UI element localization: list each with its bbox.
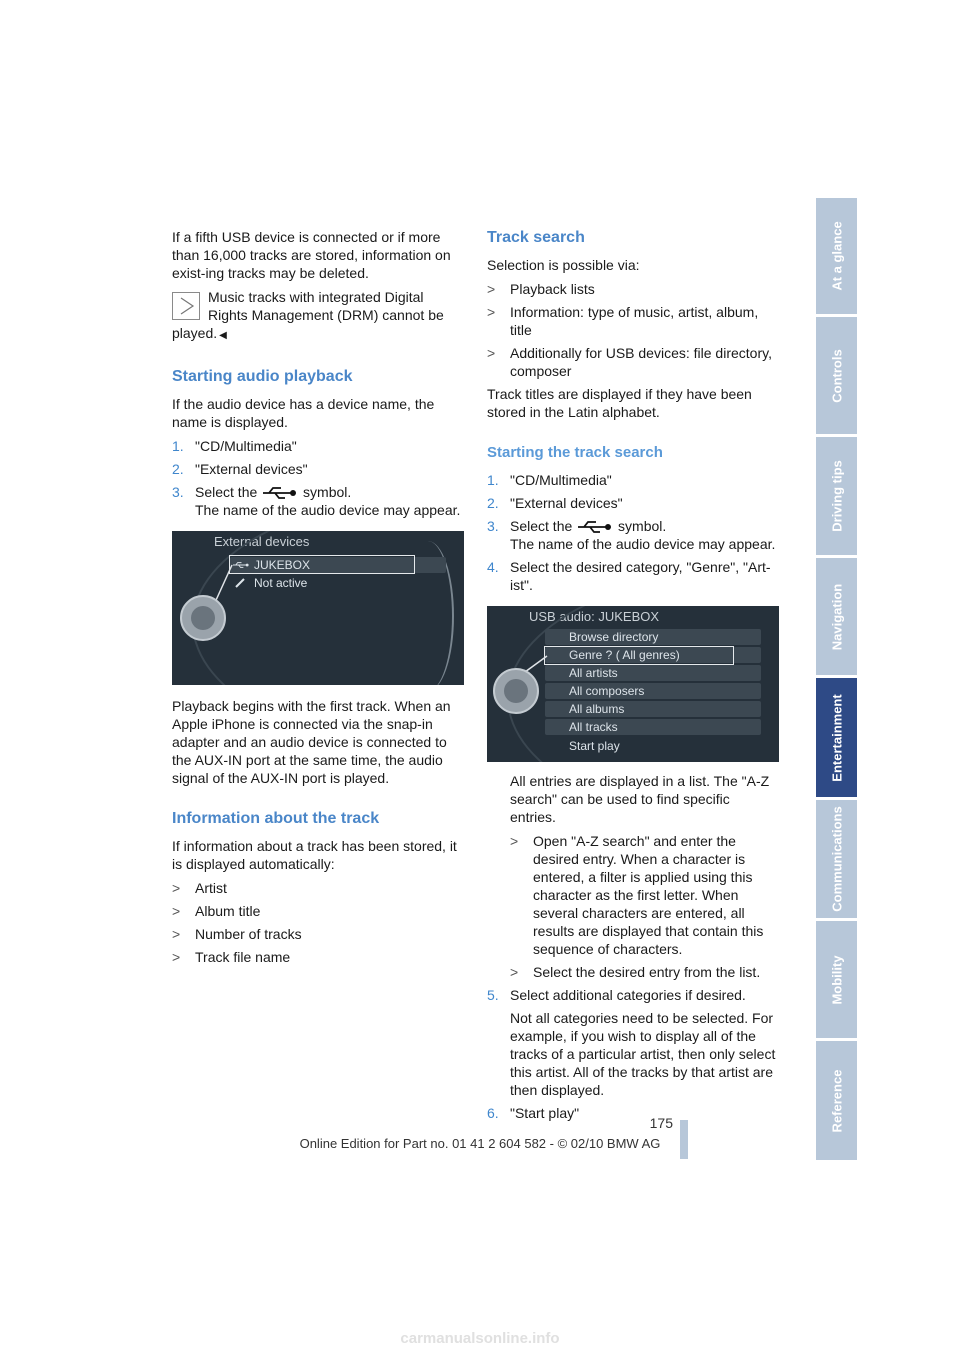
step-item: 5. Select additional categories if desired. Not all categories need to be selected. For example, if you wish to display all of the tracks of a particular artist, then only select this artist. All of the tracks by that artist are then displayed.: [487, 986, 779, 1099]
step-item: 2. "External devices": [487, 495, 623, 511]
playback-paragraph: Playback begins with the first track. When an Apple iPhone is connected via the snap-in adapter and an audio device is connected to the AUX-IN port at the same time, the audio signal of the AUX-IN port is played.: [172, 698, 451, 786]
search-steps-cont: [487, 986, 779, 1122]
screen-item: All tracks: [545, 719, 761, 735]
screen-item: Start play: [569, 739, 620, 753]
screen-item: All composers: [545, 683, 761, 699]
intro-paragraph: If a fifth USB device is connected or if more than 16,000 tracks are stored, information on exist-ing tracks may be deleted.: [172, 229, 451, 281]
az-list: [510, 832, 779, 981]
list-item: > Track file name: [172, 948, 464, 966]
end-mark: ◀: [219, 330, 227, 341]
list-item: > Additionally for USB devices: file directory, composer: [487, 344, 779, 380]
step-item: 2. "External devices": [172, 461, 308, 477]
section-tabs: [816, 198, 857, 1160]
list-item: > Artist: [172, 879, 464, 897]
tab-controls[interactable]: Controls: [816, 317, 857, 434]
screen-item: Browse directory: [545, 629, 761, 645]
selection-paragraph: Selection is possible via:: [487, 257, 640, 273]
via-list: [487, 280, 779, 380]
list-item: > Playback lists: [487, 280, 779, 298]
device-name-paragraph: If the audio device has a device name, the name is displayed.: [172, 396, 435, 430]
left-column: [172, 228, 464, 971]
info-paragraph: If information about a track has been stored, it is displayed automatically:: [172, 838, 457, 872]
step-item: 3. Select the symbol. The name of the audio device may appear.: [487, 518, 776, 552]
drm-note: [172, 288, 464, 345]
list-item: > Album title: [172, 902, 464, 920]
footer-text: Online Edition for Part no. 01 41 2 604 582 - © 02/10 BMW AG: [299, 1136, 661, 1151]
list-paragraph: All entries are displayed in a list. The "A-Z search" can be used to find specific entries.: [510, 773, 770, 825]
screen-item: All albums: [545, 701, 761, 717]
controller-knob-icon: [493, 668, 539, 714]
search-steps: [487, 471, 779, 594]
screen-item-jukebox: JUKEBOX: [230, 557, 446, 573]
external-devices-screen: [172, 531, 464, 685]
step-item: 4. Select the desired category, "Genre", "Art-ist".: [487, 559, 771, 593]
usb-icon: [261, 486, 299, 500]
step-item: 3. Select the symbol. The name of the audio device may appear.: [172, 484, 461, 518]
list-item: > Information: type of music, artist, album, title: [487, 303, 779, 339]
watermark: carmanualsonline.info: [400, 1330, 560, 1347]
controller-knob-icon: [180, 595, 226, 641]
step-item: 1. "CD/Multimedia": [172, 438, 297, 454]
right-column: [487, 228, 779, 1127]
section-title-track-search: Track search: [487, 229, 585, 246]
screen-item-not-active: Not active: [230, 575, 446, 591]
tab-reference[interactable]: Reference: [816, 1041, 857, 1160]
tab-mobility[interactable]: Mobility: [816, 921, 857, 1038]
page-number: 175: [649, 1115, 673, 1131]
note-text: Music tracks with integrated Digital Rights Management (DRM) cannot be: [208, 289, 444, 323]
tab-entertainment[interactable]: Entertainment: [816, 678, 857, 797]
usb-icon: [576, 520, 614, 534]
section-title-starting-track-search: Starting the track search: [487, 444, 663, 461]
tab-navigation[interactable]: Navigation: [816, 558, 857, 675]
playback-steps: [172, 437, 464, 519]
screen-title: External devices: [214, 534, 310, 549]
list-item: > Select the desired entry from the list.: [510, 963, 779, 981]
tab-driving-tips[interactable]: Driving tips: [816, 437, 857, 555]
screen-item: All artists: [545, 665, 761, 681]
latin-paragraph: Track titles are displayed if they have been stored in the Latin alphabet.: [487, 386, 752, 420]
note-text-end: played. ◀: [172, 325, 227, 341]
list-item: > Number of tracks: [172, 925, 464, 943]
tab-at-a-glance[interactable]: At a glance: [816, 198, 857, 314]
step-item: 6. "Start play": [487, 1105, 580, 1121]
info-list: [172, 879, 464, 966]
note-icon: [172, 292, 200, 320]
step5-paragraph: Not all categories need to be selected. For example, if you wish to display all of the tracks of a particular artist, then only select this artist. All of the tracks by that artist are then displayed.: [510, 1010, 776, 1098]
section-title-information-about-track: Information about the track: [172, 810, 380, 827]
section-title-starting-audio-playback: Starting audio playback: [172, 368, 353, 385]
usb-audio-screen: [487, 606, 779, 762]
screen-item: Genre ? ( All genres): [545, 647, 761, 663]
screen-title: USB audio: JUKEBOX: [529, 609, 660, 624]
step-item: 1. "CD/Multimedia": [487, 472, 612, 488]
tab-communications[interactable]: Communications: [816, 800, 857, 918]
list-item: > Open "A-Z search" and enter the desired entry. When a character is entered, a filter is applied using this character as the first letter. When several characters are entered, all results are displayed that contain this sequence of characters.: [510, 832, 779, 958]
